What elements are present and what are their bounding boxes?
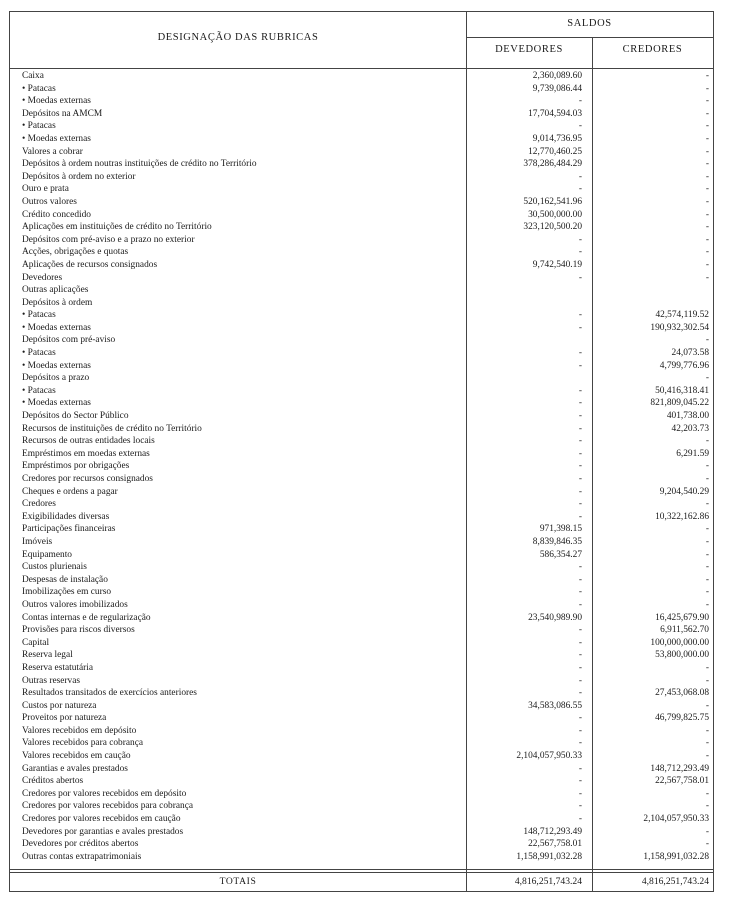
row-label: Valores recebidos em depósito	[22, 725, 137, 736]
row-label: Valores recebidos em caução	[22, 751, 131, 762]
table-row	[10, 700, 713, 713]
row-credores: -	[705, 272, 709, 283]
row-credores: 53,800,000.00	[655, 650, 709, 661]
row-devedores: 2,360,089.60	[532, 71, 582, 81]
row-label: Proveitos por natureza	[22, 713, 107, 724]
table-row	[10, 511, 713, 524]
table-row	[10, 423, 713, 436]
row-label: Devedores por créditos abertos	[22, 839, 139, 850]
row-label: Credores	[22, 499, 56, 510]
table-row	[10, 750, 713, 763]
table-row	[10, 775, 713, 788]
rule-saldos	[466, 37, 713, 38]
table-row	[10, 158, 713, 171]
row-credores: -	[705, 574, 709, 585]
row-credores: 6,911,562.70	[660, 625, 709, 636]
row-credores: -	[705, 700, 709, 711]
table-row	[10, 334, 713, 347]
balance-table	[9, 11, 714, 892]
row-devedores: -	[578, 511, 582, 522]
row-devedores: -	[578, 385, 582, 396]
table-row	[10, 385, 713, 398]
table-row	[10, 183, 713, 196]
row-devedores: 22,567,758.01	[528, 839, 582, 850]
row-devedores: 12,770,460.25	[528, 146, 582, 157]
table-row	[10, 536, 713, 549]
row-credores: -	[705, 524, 709, 535]
table-row	[10, 95, 713, 108]
row-credores: 42,203.73	[671, 423, 709, 434]
table-row	[10, 599, 713, 612]
row-credores: 1,158,991,032.28	[643, 851, 709, 862]
row-devedores: -	[578, 801, 582, 812]
table-row	[10, 473, 713, 486]
row-label: Imobilizações em curso	[22, 587, 112, 598]
row-devedores: 586,354.27	[539, 549, 582, 560]
row-label: Exigibilidades diversas	[22, 511, 110, 522]
row-devedores: -	[578, 637, 582, 648]
row-credores: -	[705, 71, 709, 81]
totals-credores: 4,816,251,743.24	[641, 876, 709, 887]
header-credores: CREDORES	[622, 44, 683, 55]
row-devedores: -	[578, 96, 582, 107]
row-label: Valores a cobrar	[22, 146, 83, 157]
row-devedores: -	[578, 322, 582, 333]
table-row	[10, 70, 713, 83]
row-label: Custos plurienais	[22, 562, 87, 573]
row-label: Depósitos à ordem	[22, 297, 93, 308]
row-label: Contas internas e de regularização	[22, 612, 151, 623]
table-row	[10, 662, 713, 675]
table-row	[10, 649, 713, 662]
row-label: Reserva estatutária	[22, 662, 94, 673]
row-label: Depósitos à ordem noutras instituições de crédito no Território	[22, 159, 257, 170]
header-devedores: DEVEDORES	[495, 44, 563, 55]
row-devedores: -	[578, 776, 582, 787]
table-row	[10, 209, 713, 222]
row-devedores: -	[578, 650, 582, 661]
row-credores: -	[705, 725, 709, 736]
row-devedores: -	[578, 474, 582, 484]
table-row	[10, 612, 713, 625]
row-devedores: 1,158,991,032.28	[516, 851, 582, 862]
row-credores: -	[705, 738, 709, 749]
row-devedores: -	[578, 448, 582, 459]
row-credores: -	[705, 159, 709, 170]
table-row	[10, 259, 713, 272]
row-credores: 190,932,302.54	[650, 322, 709, 333]
table-row	[10, 800, 713, 813]
row-devedores: 17,704,594.03	[528, 108, 582, 119]
row-credores: -	[705, 196, 709, 207]
row-label: Credores por valores recebidos para cobrança	[22, 801, 194, 812]
row-credores: -	[705, 184, 709, 195]
row-devedores: -	[578, 688, 582, 699]
row-label: Aplicações em instituições de crédito no Território	[22, 222, 212, 233]
row-credores: -	[705, 599, 709, 610]
table-row	[10, 549, 713, 562]
row-label: Depósitos na AMCM	[22, 108, 103, 119]
table-row	[10, 712, 713, 725]
row-devedores: -	[578, 247, 582, 258]
row-credores: 4,799,776.96	[659, 360, 709, 371]
table-row	[10, 410, 713, 423]
table-row	[10, 435, 713, 448]
row-credores: -	[705, 83, 709, 94]
row-label: • Moedas externas	[22, 322, 91, 333]
row-label: Custos por natureza	[22, 700, 97, 711]
row-devedores: -	[578, 360, 582, 371]
row-label: Acções, obrigações e quotas	[22, 247, 129, 258]
row-devedores: -	[578, 713, 582, 724]
row-label: • Patacas	[22, 121, 56, 132]
row-devedores: -	[578, 587, 582, 598]
row-devedores: -	[578, 461, 582, 472]
row-devedores: 9,742,540.19	[532, 259, 582, 270]
row-credores: 401,738.00	[666, 411, 709, 422]
row-label: Participações financeiras	[22, 524, 116, 535]
row-devedores: -	[578, 184, 582, 195]
row-devedores: -	[578, 486, 582, 497]
row-label: Empréstimos em moedas externas	[22, 448, 150, 459]
row-credores: -	[705, 259, 709, 270]
row-label: Outras contas extrapatrimoniais	[22, 851, 142, 862]
table-row	[10, 146, 713, 159]
table-row	[10, 637, 713, 650]
row-credores: 46,799,825.75	[655, 713, 709, 724]
row-credores: -	[705, 788, 709, 799]
row-label: Outras reservas	[22, 675, 81, 686]
row-devedores: 30,500,000.00	[528, 209, 582, 220]
table-row	[10, 687, 713, 700]
row-label: Outras aplicações	[22, 285, 89, 296]
row-label: Depósitos a prazo	[22, 373, 90, 384]
row-credores: -	[705, 222, 709, 233]
row-credores: -	[705, 474, 709, 484]
row-devedores: -	[578, 272, 582, 283]
row-credores: 27,453,068.08	[655, 688, 709, 699]
table-row	[10, 486, 713, 499]
row-credores: -	[705, 234, 709, 245]
row-label: Outros valores	[22, 196, 77, 207]
table-row	[10, 586, 713, 599]
row-label: Credores por recursos consignados	[22, 474, 153, 484]
row-devedores: -	[578, 436, 582, 447]
row-credores: -	[705, 373, 709, 384]
row-credores: 50,416,318.41	[655, 385, 709, 396]
row-credores: -	[705, 335, 709, 346]
row-devedores: -	[578, 423, 582, 434]
row-credores: -	[705, 801, 709, 812]
row-devedores: -	[578, 411, 582, 422]
row-devedores: -	[578, 738, 582, 749]
table-row	[10, 221, 713, 234]
row-label: Credores por valores recebidos em caução	[22, 814, 181, 825]
rule-totals-top	[10, 869, 713, 870]
row-label: Resultados transitados de exercícios anteriores	[22, 688, 197, 699]
row-devedores: -	[578, 171, 582, 182]
table-row	[10, 851, 713, 864]
table-body	[10, 70, 713, 863]
table-row	[10, 133, 713, 146]
row-devedores: 378,286,484.29	[523, 159, 582, 170]
row-label: • Moedas externas	[22, 360, 91, 371]
table-row	[10, 246, 713, 259]
row-devedores: 8,839,846.35	[532, 536, 582, 547]
row-credores: 24,073.58	[671, 348, 709, 359]
row-credores: -	[705, 121, 709, 132]
header-saldos: SALDOS	[567, 18, 612, 29]
row-label: Depósitos com pré-aviso	[22, 335, 116, 346]
table-row	[10, 347, 713, 360]
row-label: Empréstimos por obrigações	[22, 461, 130, 472]
row-credores: 6,291.59	[676, 448, 709, 459]
row-credores: -	[705, 108, 709, 119]
table-row	[10, 234, 713, 247]
row-devedores: -	[578, 675, 582, 686]
table-row	[10, 498, 713, 511]
table-row	[10, 360, 713, 373]
row-credores: 10,322,162.86	[655, 511, 709, 522]
row-label: Devedores	[22, 272, 63, 283]
row-label: • Patacas	[22, 348, 56, 359]
table-row	[10, 826, 713, 839]
row-credores: -	[705, 675, 709, 686]
row-credores: -	[705, 826, 709, 837]
table-row	[10, 120, 713, 133]
row-label: • Patacas	[22, 83, 56, 94]
row-label: Garantias e avales prestados	[22, 763, 128, 774]
row-credores: -	[705, 499, 709, 510]
row-devedores: -	[578, 348, 582, 359]
row-label: Crédito concedido	[22, 209, 91, 220]
row-credores: -	[705, 209, 709, 220]
row-devedores: -	[578, 234, 582, 245]
row-credores: -	[705, 662, 709, 673]
row-label: Cheques e ordens a pagar	[22, 486, 118, 497]
row-label: • Patacas	[22, 310, 56, 321]
table-row	[10, 788, 713, 801]
row-devedores: 9,014,736.95	[532, 133, 582, 144]
table-row	[10, 838, 713, 851]
row-credores: -	[705, 549, 709, 560]
row-label: Valores recebidos para cobrança	[22, 738, 144, 749]
row-devedores: 971,398.15	[539, 524, 582, 535]
row-label: Depósitos com pré-aviso e a prazo no exterior	[22, 234, 195, 245]
row-devedores: 23,540,989.90	[528, 612, 582, 623]
row-devedores: -	[578, 725, 582, 736]
table-row	[10, 83, 713, 96]
table-row	[10, 725, 713, 738]
row-devedores: -	[578, 574, 582, 585]
row-label: • Moedas externas	[22, 96, 91, 107]
table-row	[10, 171, 713, 184]
table-row	[10, 372, 713, 385]
row-label: Recursos de outras entidades locais	[22, 436, 155, 447]
row-devedores: -	[578, 599, 582, 610]
row-devedores: -	[578, 788, 582, 799]
row-credores: -	[705, 587, 709, 598]
totals-label: TOTAIS	[219, 876, 257, 887]
row-label: Outros valores imobilizados	[22, 599, 128, 610]
row-credores: -	[705, 247, 709, 258]
table-row	[10, 763, 713, 776]
row-label: Provisões para riscos diversos	[22, 625, 135, 636]
table-row	[10, 574, 713, 587]
row-label: Imóveis	[22, 536, 53, 547]
row-credores: 2,104,057,950.33	[643, 814, 709, 825]
totals-devedores: 4,816,251,743.24	[514, 876, 582, 887]
table-row	[10, 272, 713, 285]
table-row	[10, 108, 713, 121]
row-label: Depósitos do Sector Público	[22, 411, 129, 422]
row-devedores: -	[578, 499, 582, 510]
row-credores: -	[705, 96, 709, 107]
row-devedores: 2,104,057,950.33	[516, 751, 582, 762]
row-devedores: -	[578, 121, 582, 132]
row-label: Depósitos à ordem no exterior	[22, 171, 136, 182]
row-devedores: -	[578, 310, 582, 321]
row-credores: 9,204,540.29	[659, 486, 709, 497]
row-label: Ouro e prata	[22, 184, 69, 195]
row-label: Credores por valores recebidos em depósito	[22, 788, 187, 799]
row-credores: -	[705, 133, 709, 144]
row-credores: -	[705, 436, 709, 447]
row-credores: 16,425,679.90	[655, 612, 709, 623]
row-devedores: -	[578, 763, 582, 774]
row-devedores: 148,712,293.49	[523, 826, 582, 837]
table-row	[10, 561, 713, 574]
table-row	[10, 297, 713, 310]
row-label: Aplicações de recursos consignados	[22, 259, 158, 270]
table-row	[10, 737, 713, 750]
row-label: Reserva legal	[22, 650, 73, 661]
row-devedores: 9,739,086.44	[532, 83, 582, 94]
row-label: Créditos abertos	[22, 776, 84, 787]
row-devedores: 520,162,541.96	[523, 196, 582, 207]
header-designacao: DESIGNAÇÃO DAS RUBRICAS	[157, 32, 319, 43]
table-row	[10, 397, 713, 410]
row-label: Capital	[22, 637, 50, 648]
table-row	[10, 309, 713, 322]
row-devedores: -	[578, 625, 582, 636]
row-label: • Moedas externas	[22, 133, 91, 144]
row-label: Recursos de instituições de crédito no Território	[22, 423, 202, 434]
row-label: Devedores por garantias e avales prestados	[22, 826, 184, 837]
row-credores: 100,000,000.00	[650, 637, 709, 648]
row-credores: -	[705, 562, 709, 573]
row-credores: -	[705, 146, 709, 157]
totals-row	[10, 873, 713, 891]
row-credores: -	[705, 839, 709, 850]
table-row	[10, 322, 713, 335]
row-label: Caixa	[22, 71, 44, 81]
row-label: • Moedas externas	[22, 398, 91, 409]
row-devedores: 323,120,500.20	[523, 222, 582, 233]
table-row	[10, 675, 713, 688]
table-row	[10, 196, 713, 209]
row-devedores: -	[578, 398, 582, 409]
row-devedores: -	[578, 562, 582, 573]
row-label: Despesas de instalação	[22, 574, 108, 585]
row-credores: 148,712,293.49	[650, 763, 709, 774]
row-credores: -	[705, 751, 709, 762]
table-row	[10, 523, 713, 536]
table-row	[10, 624, 713, 637]
table-row	[10, 284, 713, 297]
row-credores: 42,574,119.52	[655, 310, 709, 321]
rule-header-bottom	[10, 68, 713, 69]
table-row	[10, 448, 713, 461]
row-credores: 22,567,758.01	[655, 776, 709, 787]
row-credores: -	[705, 461, 709, 472]
table-row	[10, 460, 713, 473]
row-devedores: 34,583,086.55	[528, 700, 582, 711]
row-devedores: -	[578, 662, 582, 673]
row-credores: -	[705, 536, 709, 547]
row-label: • Patacas	[22, 385, 56, 396]
row-devedores: -	[578, 814, 582, 825]
table-row	[10, 813, 713, 826]
row-credores: 821,809,045.22	[650, 398, 709, 409]
row-credores: -	[705, 171, 709, 182]
row-label: Equipamento	[22, 549, 72, 560]
